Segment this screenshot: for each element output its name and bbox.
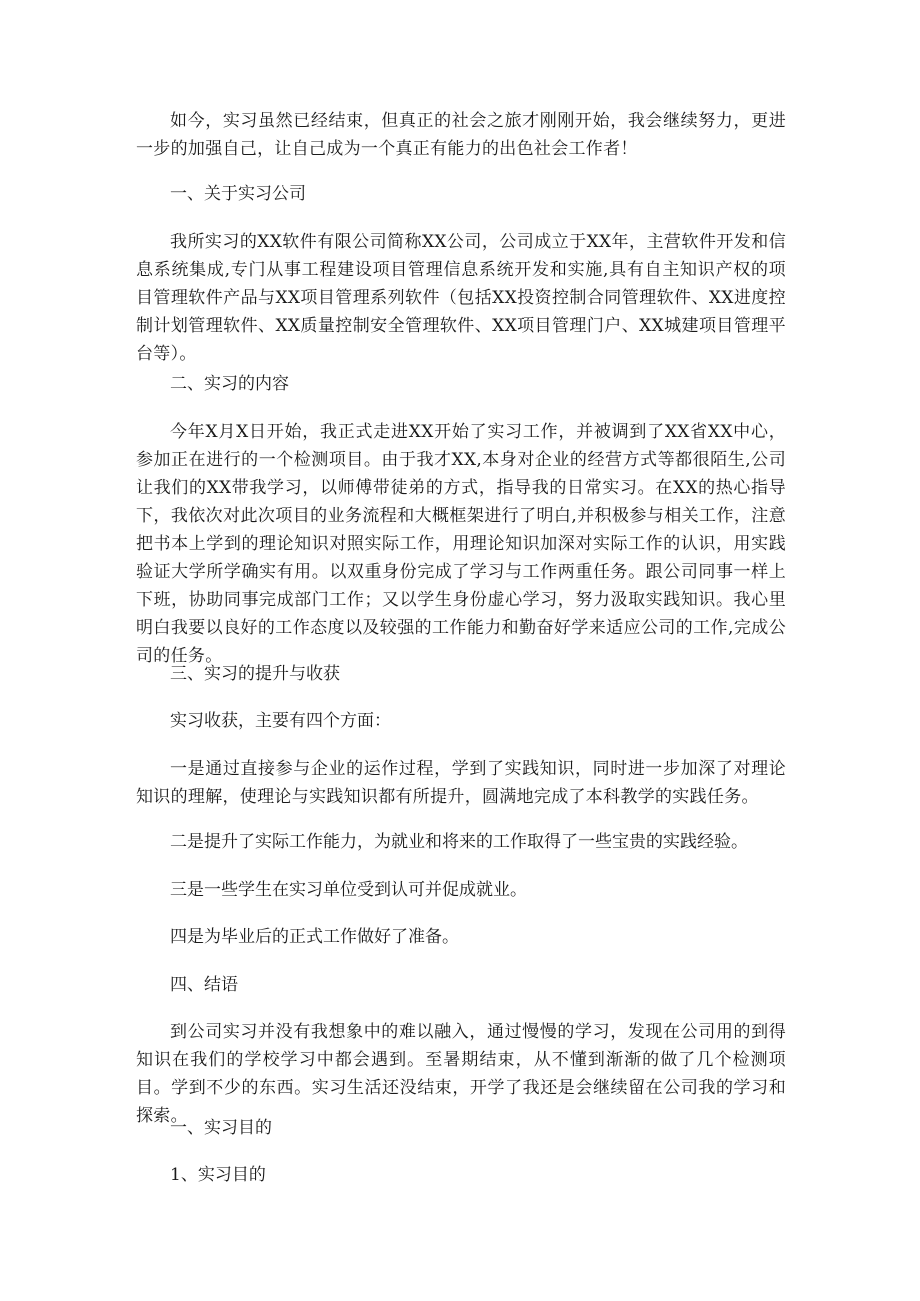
section-heading-purpose: 一、实习目的 [170, 1118, 272, 1138]
paragraph-conclusion-text: 到公司实习并没有我想象中的难以融入，通过慢慢的学习，发现在公司用的到得知识在我们的学校学习中都会遇到。至暑期结束，从不懂到渐渐的做了几个检测项目。学到不少的东西。实习生活还没结束，开学了我还是会继续留在公司我的学习和探索。 [136, 1022, 786, 1126]
paragraph-gain-four: 四是为毕业后的正式工作做好了准备。 [170, 927, 459, 947]
paragraph-gain-one: 一是通过直接参与企业的运作过程，学到了实践知识，同时进一步加深了对理论知识的理解，使理论与实践知识都有所提升，圆满地完成了本科教学的实践任务。 [136, 759, 786, 807]
subsection-heading-purpose: 1、实习目的 [170, 1165, 266, 1185]
section-heading-company: 一、关于实习公司 [170, 184, 306, 204]
section-heading-gains: 三、实习的提升与收获 [170, 664, 340, 684]
paragraph-internship-content: 今年X月X日开始，我正式走进XX开始了实习工作，并被调到了XX省XX中心，参加正在进行的一个检测项目。由于我才XX,本身对企业的经营方式等都很陌生,公司让我们的XX带我学习，以师傅带徒弟的方式，指导我的日常实习。在XX的热心指导下，我依次对此次项目的业务流程和大概框架进行了明白,并积极参与相关工作，注意把书本上学到的理论知识对照实际工作，用理论知识加深对实际工作的认识，用实践验证大学所学确实有用。以双重身份完成了学习与工作两重任务。跟公司同事一样上下班，协助同事完成部门工作；又以学生身份虚心学习，努力汲取实践知识。我心里明白我要以良好的工作态度以及较强的工作能力和勤奋好学来适应公司的工作,完成公司的任务。 [136, 422, 786, 666]
section-heading-content: 二、实习的内容 [170, 374, 289, 394]
paragraph-gains-intro: 实习收获，主要有四个方面： [170, 711, 391, 731]
paragraph-gain-two: 二是提升了实际工作能力，为就业和将来的工作取得了一些宝贵的实践经验。 [170, 832, 748, 852]
paragraph-gain-three: 三是一些学生在实习单位受到认可并促成就业。 [170, 880, 527, 900]
paragraph-conclusion-intro: 如今，实习虽然已经结束，但真正的社会之旅才刚刚开始，我会继续努力，更进一步的加强自己，让自己成为一个真正有能力的出色社会工作者！ [136, 111, 786, 159]
section-heading-conclusion: 四、结语 [170, 975, 238, 995]
paragraph-company-description: 我所实习的XX软件有限公司简称XX公司，公司成立于XX年，主营软件开发和信息系统集成,专门从事工程建设项目管理信息系统开发和实施,具有自主知识产权的项目管理软件产品与XX项目管理系列软件（包括XX投资控制合同管理软件、XX进度控制计划管理软件、XX质量控制安全管理软件、XX项目管理门户、XX城建项目管理平台等）。 [136, 232, 786, 364]
